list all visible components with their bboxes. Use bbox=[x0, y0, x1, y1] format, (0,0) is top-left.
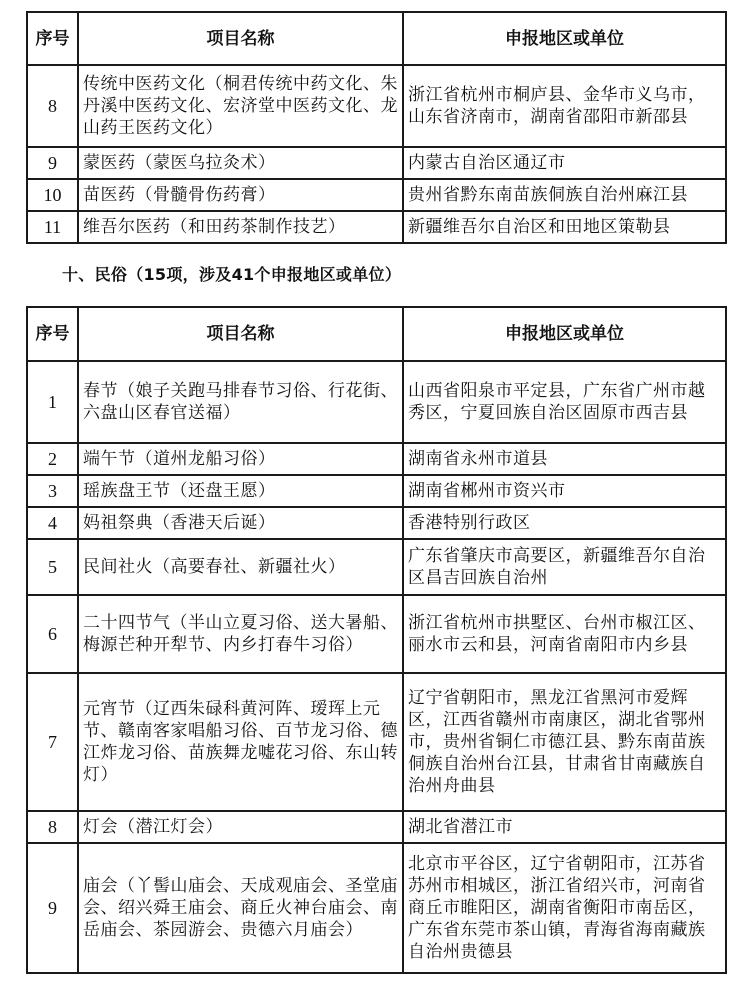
item-region: 北京市平谷区，辽宁省朝阳市，江苏省苏州市相城区，浙江省绍兴市，河南省商丘市睢阳区，湖南省衡阳市南岳区，广东省东莞市茶山镇，青海省海南藏族自治州贵德县 bbox=[403, 843, 726, 973]
item-name: 妈祖祭典（香港天后诞） bbox=[78, 507, 403, 539]
header-no: 序号 bbox=[27, 12, 78, 65]
row-no: 2 bbox=[27, 443, 78, 475]
item-region: 贵州省黔东南苗族侗族自治州麻江县 bbox=[403, 179, 726, 211]
table-header-row bbox=[27, 12, 726, 65]
table-row bbox=[27, 673, 726, 811]
table-row bbox=[27, 179, 726, 211]
item-region: 新疆维吾尔自治区和田地区策勒县 bbox=[403, 211, 726, 243]
item-region: 湖南省永州市道县 bbox=[403, 443, 726, 475]
row-no: 9 bbox=[27, 843, 78, 973]
item-name: 民间社火（高要春社、新疆社火） bbox=[78, 539, 403, 595]
row-no: 6 bbox=[27, 595, 78, 673]
table-row bbox=[27, 361, 726, 443]
row-no: 1 bbox=[27, 361, 78, 443]
row-no: 5 bbox=[27, 539, 78, 595]
row-no: 4 bbox=[27, 507, 78, 539]
table-row bbox=[27, 843, 726, 973]
row-no: 10 bbox=[27, 179, 78, 211]
folk-custom-items-table bbox=[26, 306, 727, 974]
table-row bbox=[27, 539, 726, 595]
item-name: 瑶族盘王节（还盘王愿） bbox=[78, 475, 403, 507]
item-name: 庙会（丫髻山庙会、天成观庙会、圣堂庙会、绍兴舜王庙会、商丘火神台庙会、南岳庙会、茶园游会、贵德六月庙会） bbox=[78, 843, 403, 973]
header-region: 申报地区或单位 bbox=[403, 307, 726, 361]
medicine-items-table bbox=[26, 11, 727, 244]
item-name: 端午节（道州龙船习俗） bbox=[78, 443, 403, 475]
item-region: 香港特别行政区 bbox=[403, 507, 726, 539]
item-region: 山西省阳泉市平定县，广东省广州市越秀区，宁夏回族自治区固原市西吉县 bbox=[403, 361, 726, 443]
table-row bbox=[27, 211, 726, 243]
item-region: 内蒙古自治区通辽市 bbox=[403, 147, 726, 179]
item-name: 二十四节气（半山立夏习俗、送大暑船、梅源芒种开犁节、内乡打春牛习俗） bbox=[78, 595, 403, 673]
table-row bbox=[27, 475, 726, 507]
item-region: 辽宁省朝阳市，黑龙江省黑河市爱辉区，江西省赣州市南康区，湖北省鄂州市，贵州省铜仁市德江县、黔东南苗族侗族自治州台江县，甘肃省甘南藏族自治州舟曲县 bbox=[403, 673, 726, 811]
item-region: 湖南省郴州市资兴市 bbox=[403, 475, 726, 507]
item-name: 灯会（潜江灯会） bbox=[78, 811, 403, 843]
row-no: 8 bbox=[27, 65, 78, 147]
row-no: 3 bbox=[27, 475, 78, 507]
header-name: 项目名称 bbox=[78, 307, 403, 361]
item-name: 苗医药（骨髓骨伤药膏） bbox=[78, 179, 403, 211]
header-name: 项目名称 bbox=[78, 12, 403, 65]
header-no: 序号 bbox=[27, 307, 78, 361]
row-no: 7 bbox=[27, 673, 78, 811]
item-region: 浙江省杭州市拱墅区、台州市椒江区、丽水市云和县，河南省南阳市内乡县 bbox=[403, 595, 726, 673]
table-row bbox=[27, 147, 726, 179]
item-region: 广东省肇庆市高要区，新疆维吾尔自治区昌吉回族自治州 bbox=[403, 539, 726, 595]
table-row bbox=[27, 507, 726, 539]
section-heading: 十、民俗（15项，涉及41个申报地区或单位） bbox=[62, 265, 402, 284]
row-no: 8 bbox=[27, 811, 78, 843]
item-region: 湖北省潜江市 bbox=[403, 811, 726, 843]
item-region: 浙江省杭州市桐庐县、金华市义乌市，山东省济南市，湖南省邵阳市新邵县 bbox=[403, 65, 726, 147]
item-name: 元宵节（辽西朱碌科黄河阵、瑷珲上元节、赣南客家唱船习俗、百节龙习俗、德江炸龙习俗、苗族舞龙嘘花习俗、东山转灯） bbox=[78, 673, 403, 811]
item-name: 维吾尔医药（和田药茶制作技艺） bbox=[78, 211, 403, 243]
item-name: 春节（娘子关跑马排春节习俗、行花街、六盘山区春官送福） bbox=[78, 361, 403, 443]
header-region: 申报地区或单位 bbox=[403, 12, 726, 65]
table-row bbox=[27, 65, 726, 147]
table-row bbox=[27, 443, 726, 475]
row-no: 11 bbox=[27, 211, 78, 243]
table-row bbox=[27, 811, 726, 843]
item-name: 蒙医药（蒙医乌拉灸术） bbox=[78, 147, 403, 179]
table-header-row bbox=[27, 307, 726, 361]
table-row bbox=[27, 595, 726, 673]
row-no: 9 bbox=[27, 147, 78, 179]
item-name: 传统中医药文化（桐君传统中药文化、朱丹溪中医药文化、宏济堂中医药文化、龙山药王医药文化） bbox=[78, 65, 403, 147]
